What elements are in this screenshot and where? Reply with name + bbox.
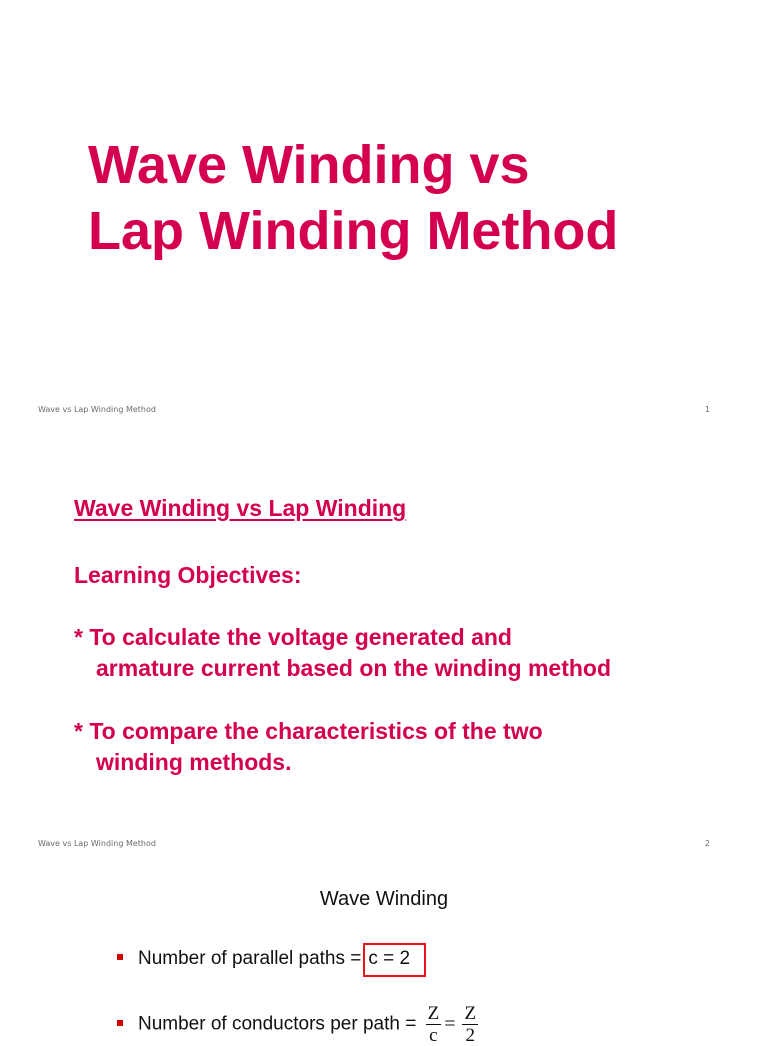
- slide-2-heading: Wave Winding vs Lap Winding: [74, 495, 407, 521]
- fraction-numerator: Z: [464, 1003, 477, 1024]
- title-line-2: Lap Winding Method: [88, 201, 619, 261]
- square-bullet-icon: [117, 1020, 123, 1026]
- learning-objectives-label: Learning Objectives:: [74, 562, 302, 588]
- slide-3: [0, 864, 768, 1046]
- slide-2: [0, 432, 768, 864]
- slide-1-title: [88, 132, 618, 264]
- fraction-z-over-2: [462, 1003, 478, 1046]
- conductors-per-path-item: [117, 1003, 478, 1046]
- objective-item: [74, 716, 543, 778]
- fraction-z-over-c: [426, 1003, 442, 1046]
- objective-line: armature current based on the winding method: [96, 655, 612, 681]
- objective-line: * To compare the characteristics of the two: [74, 718, 543, 744]
- slide-3-title: Wave Winding: [319, 888, 449, 910]
- conductors-per-path-label: Number of conductors per path =: [138, 1013, 417, 1035]
- slide-2-page-number: 2: [704, 839, 710, 848]
- fraction-denominator: 2: [465, 1025, 476, 1046]
- slide-2-footer: Wave vs Lap Winding Method: [38, 839, 156, 848]
- fraction-numerator: Z: [427, 1003, 440, 1024]
- slide-1: [0, 0, 768, 432]
- slide-1-footer: Wave vs Lap Winding Method: [38, 405, 156, 414]
- square-bullet-icon: [117, 954, 123, 960]
- objective-line: * To calculate the voltage generated and: [74, 624, 512, 650]
- parallel-paths-item: [117, 943, 426, 977]
- slide-1-page-number: 1: [704, 405, 710, 414]
- objective-item: [74, 622, 611, 684]
- parallel-paths-value-box: c = 2: [363, 943, 426, 977]
- title-line-1: Wave Winding vs: [88, 135, 530, 195]
- fraction-denominator: c: [429, 1025, 438, 1046]
- parallel-paths-label: Number of parallel paths =: [138, 948, 362, 969]
- equals-sign: =: [444, 1012, 456, 1035]
- objective-line: winding methods.: [96, 749, 292, 775]
